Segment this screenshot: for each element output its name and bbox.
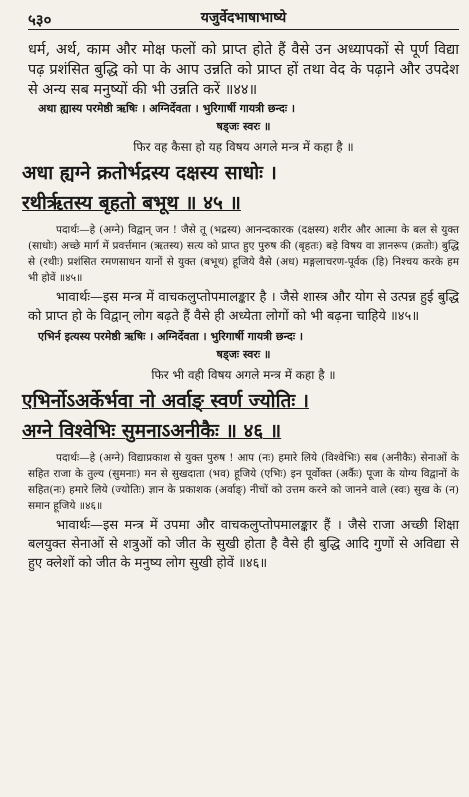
mantra-45-line-2: रथीर्ऋतस्य बृहतो बभूथ ॥ ४५ ॥ [22, 192, 241, 214]
padartha-45: पदार्थः—हे (अग्ने) विद्वान् जन ! जैसे तू (भद्रस्य) आनन्दकारक (दक्षस्य) शरीर और आत्मा के बल से युक्त (साधोः) अच्छे मार्ग में प्रवर्त्तमान (ऋतस्य) सत्य को प्राप्त हुए पुरुष की (बृहतः) बड़े विषय वा ज्ञानरूप (क्रतोः) बुद्धि से (रथीः) प्रशंसित रमणसाधन यानों से युक्त (बभूथ) हूजिये वैसे (अध) मङ्गलाचरण-पूर्वक (हि) निश्चय करके हम भी होवें ॥४५॥ [28, 224, 459, 284]
mantra-46-meta: एभिर्न इत्यस्य परमेष्ठी ऋषिः । अग्निर्देवता । भुरिगार्षी गायत्री छन्दः । [38, 330, 304, 343]
mantra-46-line-1: एभिर्नोऽअर्केर्भवा नो अर्वाङ् स्वर्ण ज्योतिः । [22, 390, 310, 412]
mantra-45-meta: अथा ह्यास्य परमेष्ठी ऋषिः । अग्निर्देवता । भुरिगार्षी गायत्री छन्दः । [38, 102, 296, 115]
page-header [28, 6, 459, 32]
padartha-46: पदार्थः—हे (अग्ने) विद्याप्रकाश से युक्त पुरुष ! आप (नः) हमारे लिये (विश्वेभिः) सब (अनीकैः) सेनाओं के सहित राजा के तुल्य (सुमनाः) मन से सुखदाता (भव) हूजिये (एभिः) इन पूर्वोक्त (अर्कैः) पूजा के योग्य विद्वानों के सहित(नः) हमारे लिये (ज्योतिः) ज्ञान के प्रकाशक (अर्वाङ्) नीचों को उत्तम करने को जानने वाले (स्वः) सुख के (न) समान हूजिये ॥४६॥ [28, 452, 459, 512]
mantra-45-line-1: अधा ह्यग्ने क्रतोर्भद्रस्य दक्षस्य साधोः । [22, 162, 277, 184]
page-number: ५३० [28, 11, 52, 29]
header-rule [28, 29, 459, 30]
bhavartha-46: भावार्थः—इस मन्त्र में उपमा और वाचकलुप्तोपमालङ्कार हैं । जैसे राजा अच्छी शिक्षा बलयुक्त सेनाओं से शत्रुओं को जीत के सुखी होता है वैसे ही बुद्धि आदि गुणों से अविद्या से हुए क्लेशों को जीत के मनुष्य लोग सुखी होवें ॥४६॥ [28, 518, 459, 571]
running-title: यजुर्वेदभाषाभाष्ये [200, 10, 287, 26]
bhavartha-45: भावार्थः—इस मन्त्र में वाचकलुप्तोपमालङ्कार है । जैसे शास्त्र और योग से उत्पन्न हुई बुद्धि को प्राप्त हो के विद्वान् लोग बढ़ते हैं वैसे ही अध्येता लोगों को भी बढ़ना चाहिये ॥४५॥ [28, 290, 459, 324]
mantra-46-intro: फिर भी वही विषय अगले मन्त्र में कहा है ॥ [151, 368, 336, 382]
mantra-45-svara: षड्जः स्वरः ॥ [216, 120, 271, 133]
paragraph-bhavartha-44-continued: धर्म, अर्थ, काम और मोक्ष फलों को प्राप्त होते हैं वैसे उन अध्यापकों से पूर्ण विद्या पढ़ प्रशंसित बुद्धि को पा के आप उन्नति को प्राप्त हों तथा वेद के पढ़ाने और उपदेश से अन्य सब मनुष्यों की भी उन्नति करें ॥४४॥ [28, 42, 459, 98]
mantra-45-intro: फिर वह कैसा हो यह विषय अगले मन्त्र में कहा है ॥ [133, 140, 354, 154]
mantra-46-svara: षड्जः स्वरः ॥ [216, 348, 271, 361]
mantra-46-line-2: अग्ने विश्वेभिः सुमनाऽअनीकैः ॥ ४६ ॥ [22, 420, 282, 442]
